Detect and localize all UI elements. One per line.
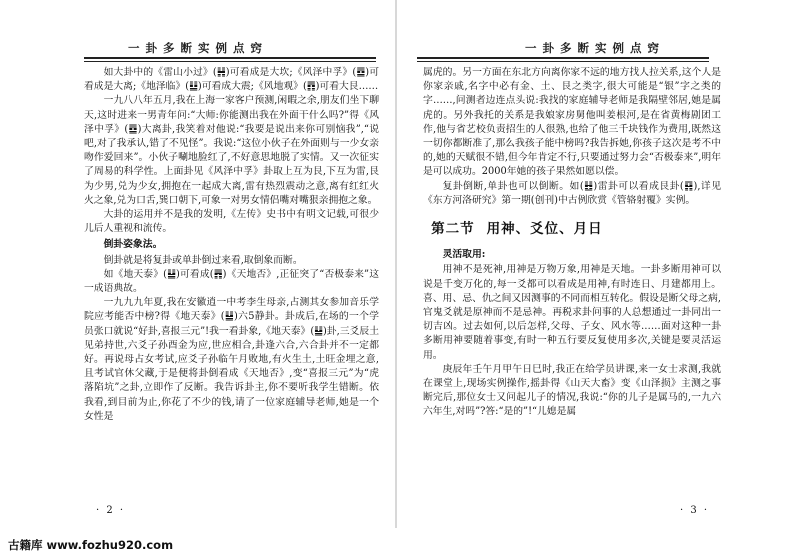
right-page-number: · 3 · (680, 505, 710, 516)
section-title (423, 222, 721, 236)
left-running-head: 一卦多断实例点窍 (128, 41, 268, 55)
left-paragraph-5: 如《地天泰》(䷊)可看成(䷋)《天地否》,正征突了“否极泰来”这一成语典故。 (84, 268, 379, 295)
right-head-rule-thick (417, 57, 709, 59)
left-page (0, 0, 396, 528)
left-head-rule-thin (84, 61, 376, 62)
footer-watermark-bar (0, 528, 793, 560)
left-paragraph-2: 一九八八年五月,我在上海一家客户预测,闲暇之余,朋友们坐下聊天,这时进来一男青年问:“大师:你能测出我在外面干什么吗?”得《风泽中孚》(䷼)大离卦,我笑着对他说:“我要是说出来你可别恼我”,“说吧,对了我承认,错了不见怪”。我说:“这位小伙子在外面则与一少女亲吻作爱回来”。小伙子唰地脸红了,不好意思地脱了实情。又一次征实了周易的科学性。上面卦见《风泽中孚》卦取上互为艮,下互为雷,艮为少男,兑为少女,拥抱在一起成大离,雷有热烈震动之意,离有红红火火之象,兑为口舌,巽口朝下,可象一对男女情侣嘴对嘴狠亲拥抱之象。 (84, 95, 379, 206)
left-page-number: · 2 · (96, 505, 126, 516)
right-paragraph-1: 属虎的。另一方面在东北方向离你家不远的地方找人拉关系,这个人是你家亲戚,名字中必有金、土、艮之类字,很大可能是“银”字之类的字……,问测者边连点头说:我找的家庭辅导老师是我隔壁邻居,她是属虎的。另外我托的关系是我娘家房舅他叫姜根河,是在省黄梅剧团工作,他与省艺校负责招生的人很熟,也给了他三千块钱作为费用,既然这一切你都断准了,那么我孩子能中榜吗?我告拆她,你孩子这次是考不中的,她的天赋很不错,但今年肯定不行,只要通过努力会“否极泰来”,明年是可以成功。2000年她的孩子果然如愿以偿。 (423, 67, 721, 178)
left-paragraph-4: 倒卦就是将复卦或单卦倒过来看,取倒象而断。 (103, 254, 303, 266)
right-running-head: 一卦多断实例点窍 (525, 41, 665, 55)
section-name: 用神、爻位、月日 (486, 221, 603, 238)
left-paragraph-1: 如大卦中的《雷山小过》(䷽)可看成是大坎;《风泽中孚》(䷼)可看成是大离;《地泽临》(䷒)可看成大震;《风地观》(䷓)可看大艮…… (84, 67, 379, 93)
footer-site-text: 古籍库 www.fozhu920.com (8, 538, 174, 552)
right-head-rule-thin (417, 61, 709, 62)
left-body-text (84, 66, 379, 424)
left-head-rule-thick (84, 57, 376, 59)
left-paragraph-3: 大卦的运用并不是我的发明,《左传》史书中有明文记载,可很少儿后人重视和流传。 (84, 209, 379, 235)
right-page (397, 0, 793, 528)
right-paragraph-3: 用神不是死神,用神是万物万象,用神是天地。一卦多断用神可以说是千变万化的,每一爻都可以看成是用神,有时连日、月建都用上。喜、用、忌、仇之间又因测事的不同而相互转化。假设是断父母之病,官鬼爻就是原神而不是忌神。再税求卦问事的人总想通过一卦同出一切吉凶。过去如何,以后怎样,父母、子女、风水等……面对这种一卦多断用神要随着事变,有时一种五行要反复使用多次,关键是要灵活运用。 (423, 264, 721, 361)
right-subhead: 灵活取用: (442, 249, 486, 261)
section-number: 第二节 (431, 221, 475, 238)
right-paragraph-4: 庚辰年壬午月甲午日巳时,我正在给学员讲课,来一女士求测,我就在课堂上,现场实例操作,摇卦得《山天大畜》变《山泽损》主测之事断完后,那位女士又问起儿子的情况,我说:“你的儿子是属马的,一九六六年生,对吗”?答:“是的”!“儿媳是属 (423, 363, 721, 418)
left-paragraph-6: 一九九九年夏,我在安徽逍一中考李生母亲,占测其女参加音乐学院应考能否中榜?得《地天泰》(䷊)六5静卦。卦成后,在场的一个学员张口就说“好卦,喜报三元”!我一看卦象,《地天泰》(䷊)卦,三爻辰土见弟持世,六爻子孙酉金为应,世应相合,卦逢六合,六合卦并不一定都好。再说母占女考试,应爻子孙临午月败地,有火生土,土旺金埋之意,且考试官休父藏,于是便将卦倒看成《天地否》,变“喜报三元”为“虎落陷坑”之卦,立即作了反断。我告诉卦主,你不要听我学生错断。依我看,到目前为止,你花了不少的钱,请了一位家庭辅导老师,她是一个女性是 (84, 297, 379, 422)
right-paragraph-2: 复卦倒断,单卦也可以倒断。如(䷲)雷卦可以看成艮卦(䷳),详见《东方河洛研究》第一期(创刊)中古例欣赏《管辂射覆》实例。 (423, 180, 721, 206)
left-subhead: 倒卦姿象法。 (103, 239, 163, 251)
right-body-text (423, 66, 721, 420)
